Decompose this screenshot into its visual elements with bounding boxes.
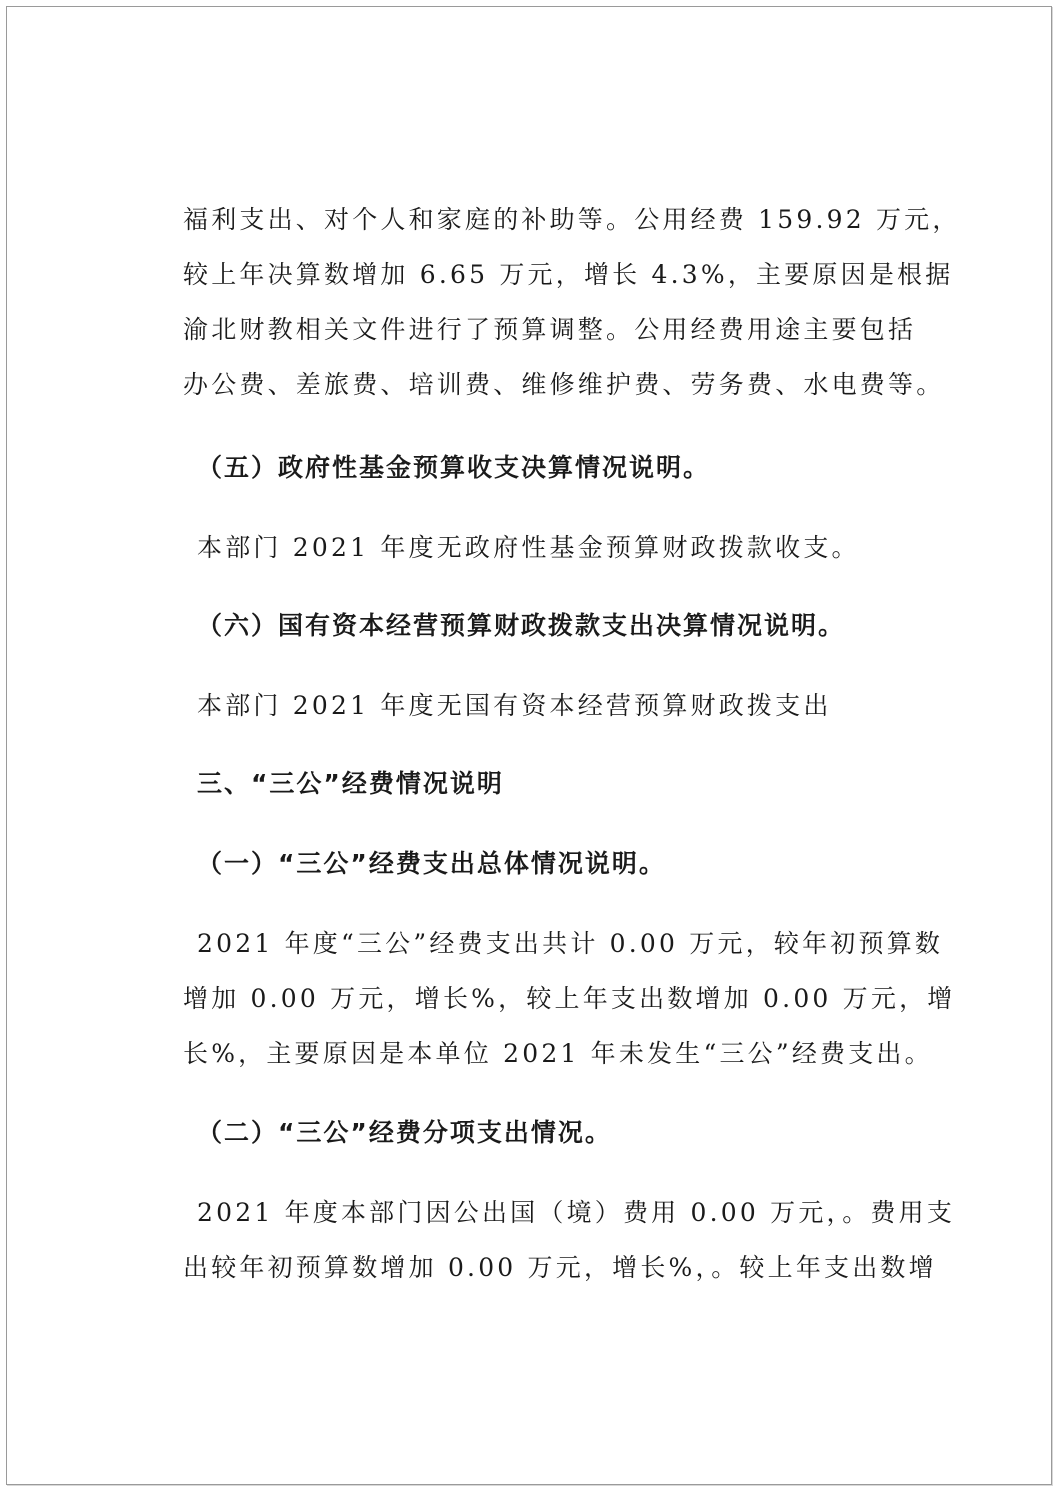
public-funds-line-2: 较上年决算数增加 6.65 万元，增长 4.3%，主要原因是根据	[183, 260, 954, 289]
heading-itemized-expenses: （二）“三公”经费分项支出情况。	[197, 1118, 612, 1147]
state-capital-text: 本部门 2021 年度无国有资本经营预算财政拨支出	[197, 691, 832, 720]
heading-state-capital: （六）国有资本经营预算财政拨款支出决算情况说明。	[197, 611, 846, 640]
section-three-public-expenses-title: 三、“三公”经费情况说明	[197, 769, 504, 798]
heading-government-fund: （五）政府性基金预算收支决算情况说明。	[197, 453, 711, 482]
itemized-expenses-line-1: 2021 年度本部门因公出国（境）费用 0.00 万元，。费用支	[197, 1198, 956, 1227]
overall-expenses-line-1: 2021 年度“三公”经费支出共计 0.00 万元，较年初预算数	[197, 929, 944, 958]
itemized-expenses-line-2: 出较年初预算数增加 0.00 万元，增长%，。较上年支出数增	[183, 1253, 937, 1282]
heading-overall-expenses: （一）“三公”经费支出总体情况说明。	[197, 849, 666, 878]
overall-expenses-line-2: 增加 0.00 万元，增长%，较上年支出数增加 0.00 万元，增	[183, 984, 956, 1013]
document-page	[6, 6, 1052, 1485]
public-funds-line-1: 福利支出、对个人和家庭的补助等。公用经费 159.92 万元，	[183, 205, 961, 234]
public-funds-line-4: 办公费、差旅费、培训费、维修维护费、劳务费、水电费等。	[183, 370, 945, 399]
public-funds-line-3: 渝北财教相关文件进行了预算调整。公用经费用途主要包括	[183, 315, 917, 344]
overall-expenses-line-3: 长%，主要原因是本单位 2021 年未发生“三公”经费支出。	[183, 1039, 933, 1068]
government-fund-text: 本部门 2021 年度无政府性基金预算财政拨款收支。	[197, 533, 860, 562]
